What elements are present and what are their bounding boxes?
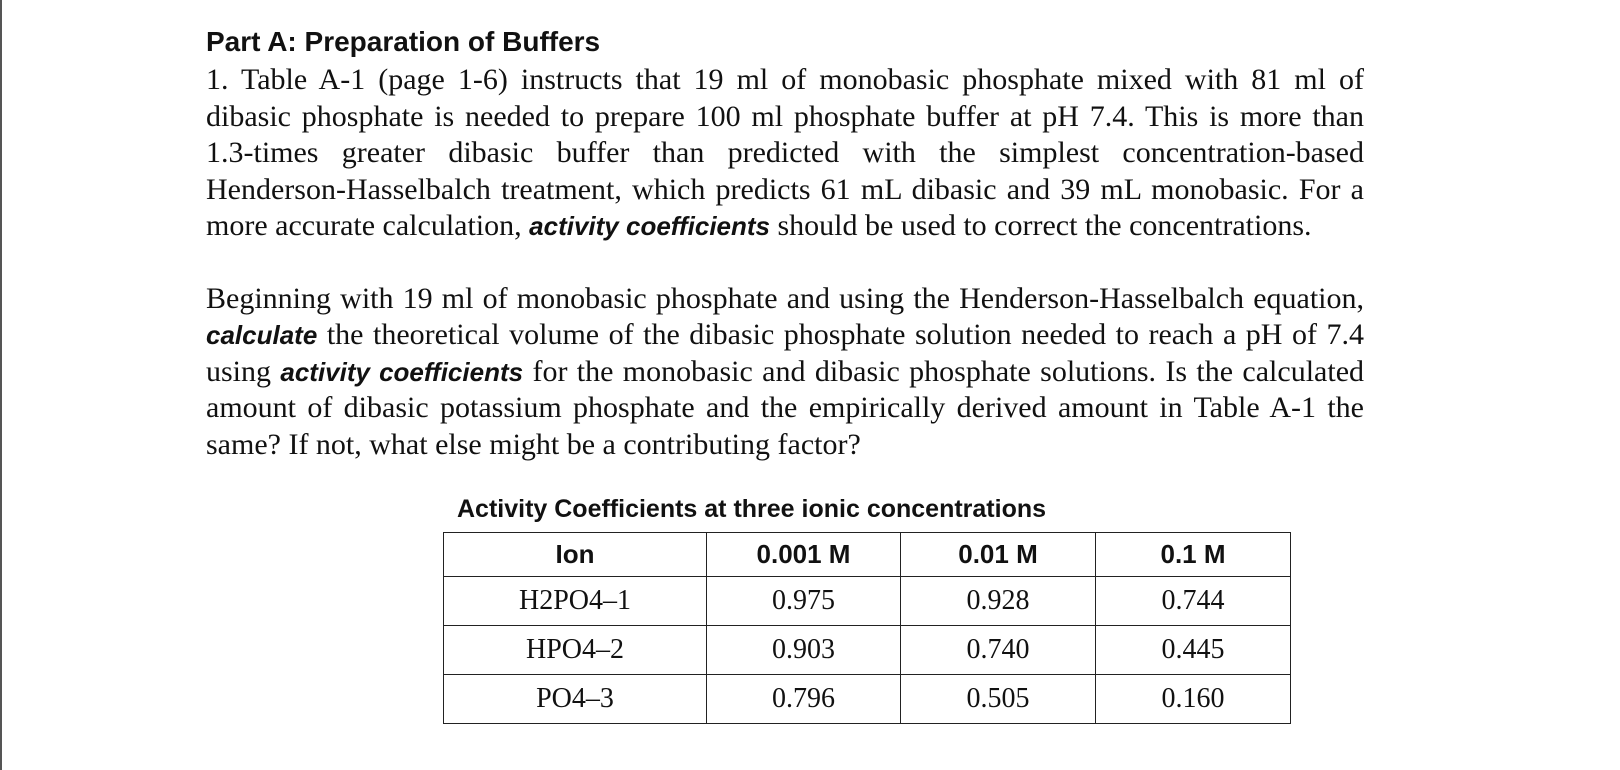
table-cell: 0.160 bbox=[1096, 675, 1291, 724]
table-cell: 0.744 bbox=[1096, 577, 1291, 626]
table-row bbox=[444, 675, 1291, 724]
emphasis-text: activity coefficients bbox=[529, 211, 770, 241]
column-header: Ion bbox=[444, 533, 707, 577]
table-cell: 0.975 bbox=[707, 577, 901, 626]
paragraph-text: for the monobasic and dibasic phosphate solutions. Is the calculated amount of dibasic potassium phosphate and the empirically derived amount in Table A-1 the same? If not, what else might be a contributing factor? bbox=[206, 354, 1365, 461]
table-cell: 0.505 bbox=[901, 675, 1096, 724]
table-cell: 0.740 bbox=[901, 626, 1096, 675]
question-paragraph-2 bbox=[206, 281, 1364, 464]
table-caption: Activity Coefficients at three ionic concentrations bbox=[457, 495, 1047, 523]
table-cell: HPO4–2 bbox=[444, 626, 707, 675]
column-header: 0.01 M bbox=[901, 533, 1096, 577]
table-row bbox=[444, 577, 1291, 626]
table-header-row bbox=[444, 533, 1291, 577]
emphasis-text: activity coefficients bbox=[280, 356, 524, 387]
emphasis-text: calculate bbox=[206, 320, 318, 350]
table-cell: PO4–3 bbox=[444, 675, 707, 724]
column-header: 0.1 M bbox=[1096, 533, 1291, 577]
column-header: 0.001 M bbox=[707, 533, 901, 577]
table-cell: 0.928 bbox=[901, 577, 1096, 626]
document-body bbox=[206, 22, 1364, 463]
section-heading: Part A: Preparation of Buffers bbox=[206, 26, 601, 57]
paragraph-text: 1. Table A-1 (page 1-6) instructs that 19 ml of monobasic phosphate mixed with 81 ml of dibasic phosphate is needed to prepare 100 ml phosphate buffer at pH 7.4. This is more than 1.3-times greater dibasic buffer than predicted with the simplest concentration-based Henderson-Hasselbalch treatment, which predicts 61 mL dibasic and 39 mL monobasic. For a more accurate calculation, bbox=[206, 63, 1364, 242]
paragraph-text: the theoretical volume of the dibasic phosphate solution needed to reach a pH of 7.4 using bbox=[206, 318, 1364, 388]
table-row bbox=[444, 626, 1291, 675]
paragraph-text: should be used to correct the concentrations. bbox=[770, 209, 1312, 242]
table-cell: 0.796 bbox=[707, 675, 901, 724]
table-cell: 0.903 bbox=[707, 626, 901, 675]
activity-coefficients-table bbox=[443, 532, 1291, 724]
table-cell: 0.445 bbox=[1096, 626, 1291, 675]
paragraph-text: Beginning with 19 ml of monobasic phosphate and using the Henderson-Hasselbalch equation, bbox=[206, 281, 1364, 315]
question-paragraph-1 bbox=[206, 62, 1364, 245]
table-cell: H2PO4–1 bbox=[444, 577, 707, 626]
